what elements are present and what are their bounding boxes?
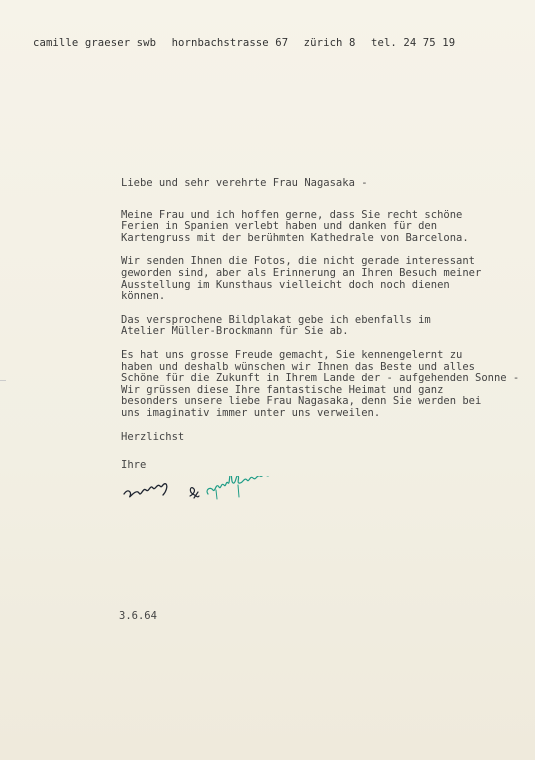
letter-date: 3.6.64: [119, 610, 157, 622]
salutation: Liebe und sehr verehrte Frau Nagasaka -: [121, 177, 368, 189]
text-line: Es hat uns grosse Freude gemacht, Sie kennengelernt zu: [121, 348, 463, 361]
closing-ihre: Ihre: [121, 459, 147, 472]
letterhead-name: camille graeser swb: [33, 37, 157, 49]
letterhead: [33, 37, 513, 49]
fold-mark: [0, 380, 6, 381]
text-line: besonders unsere liebe Frau Nagasaka, denn Sie werden bei: [121, 395, 482, 408]
text-line: Atelier Müller-Brockmann für Sie ab.: [121, 325, 349, 338]
text-line: Wir grüssen diese Ihre fantastische Heimat und ganz: [121, 383, 444, 396]
paragraph: [121, 210, 521, 245]
text-line: geworden sind, aber als Erinnerung an Ihren Besuch meiner: [121, 266, 482, 279]
text-line: Kartengruss mit der berühmten Kathedrale von Barcelona.: [121, 231, 469, 244]
text-line: Ferien in Spanien verlebt haben und danken für den: [121, 220, 438, 233]
text-line: Meine Frau und ich hoffen gerne, dass Sie recht schöne: [121, 208, 463, 221]
text-line: uns imaginativ immer unter uns verweilen.: [121, 406, 381, 419]
text-line: Das versprochene Bildplakat gebe ich ebenfalls im: [121, 313, 431, 326]
text-line: haben und deshalb wünschen wir Ihnen das Beste und alles: [121, 360, 476, 373]
text-line: Schöne für die Zukunft in Ihrem Lande der - aufgehenden Sonne -: [121, 372, 520, 385]
letterhead-city: zürich 8: [303, 37, 356, 49]
paragraph: [121, 256, 521, 302]
letterhead-street: hornbachstrasse 67: [171, 37, 289, 49]
letter-body: [121, 178, 521, 472]
text-line: können.: [121, 290, 166, 303]
paragraph: [121, 315, 521, 338]
paragraph: [121, 350, 521, 420]
text-line: Ausstellung im Kunsthaus vielleicht doch noch dienen: [121, 278, 450, 291]
closing: Herzlichst: [121, 430, 185, 443]
text-line: Wir senden Ihnen die Fotos, die nicht gerade interessant: [121, 255, 476, 268]
letterhead-phone: tel. 24 75 19: [370, 37, 456, 49]
handwritten-signature: [120, 476, 300, 506]
